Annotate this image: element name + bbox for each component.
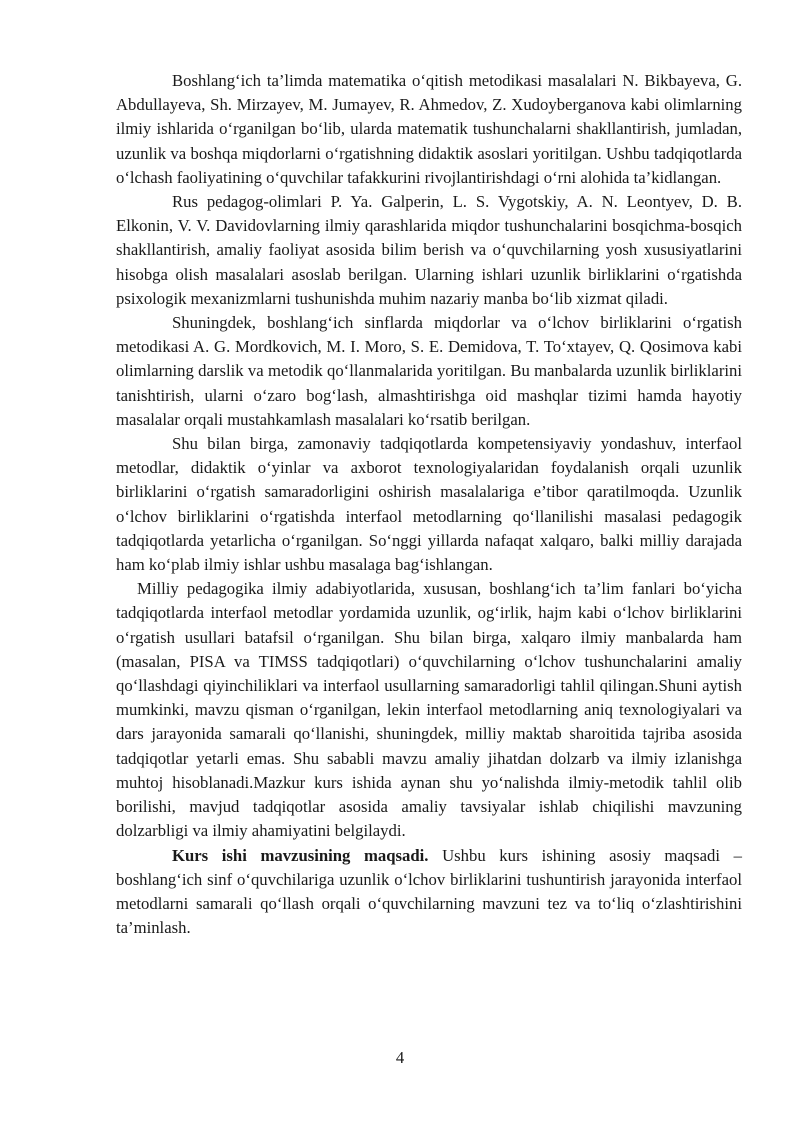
paragraph-modern-research: Shu bilan birga, zamonaviy tadqiqotlarda kompetensiyaviy yondashuv, interfaol metodlar, didaktik o‘yinlar va axborot texnologiyalaridan foydalanish orqali uzunlik birliklarini o‘rgatish samaradorligini oshirish masalalariga e’tibor qaratilmoqda. Uzunlik o‘lchov birliklarini o‘rgatishda interfaol metodlarning qo‘llanilishi masalasi pedagogik tadqiqotlarda yetarlicha o‘rganilgan. So‘nggi yillarda nafaqat xalqaro, balki milliy darajada ham ko‘plab ilmiy ishlar ushbu masalaga bag‘ishlangan. [116, 434, 742, 575]
paragraph-textbook-authors: Shuningdek, boshlang‘ich sinflarda miqdorlar va o‘lchov birliklarini o‘rgatish metodikasi A. G. Mordkovich, M. I. Moro, S. E. Demidova, T. To‘xtayev, Q. Qosimova kabi olimlarning darslik va metodik qo‘llanmalarida yoritilgan. Bu manbalarda uzunlik birliklarini tanishtirish, ularni o‘zaro bog‘lash, almashtirishga oid mashqlar tizimi hamda hayotiy masalalar orqali mustahkamlash masalalari ko‘rsatib berilgan. [116, 313, 742, 429]
purpose-text: Ushbu kurs ishining asosiy maqsadi – boshlang‘ich sinf o‘quvchilariga uzunlik o‘lchov birliklarini tushuntirish jarayonida interfaol metodlarni samarali qo‘llash orqali o‘quvchilarning mavzuni tez va to‘liq o‘zlashtirishini ta’minlash. [116, 845, 742, 938]
paragraph-methodology-scholars: Boshlang‘ich ta’limda matematika o‘qitish metodikasi masalalari N. Bikbayeva, G. Abdullayeva, Sh. Mirzayev, M. Jumayev, R. Ahmedov, Z. Xudoyberganova kabi olimlarning ilmiy ishlarida o‘rganilgan bo‘lib, ularda matematik tushunchalarni shakllantirish, jumladan, uzunlik va boshqa miqdorlarni o‘rgatishning didaktik asoslari yoritilgan. Ushbu tadqiqotlarda o‘lchash faoliyatining o‘quvchilar tafakkurini rivojlantirishdagi o‘rni alohida ta’kidlangan. [116, 71, 742, 187]
paragraph-national-pedagogy: Milliy pedagogika ilmiy adabiyotlarida, xususan, boshlang‘ich ta’lim fanlari bo‘yicha tadqiqotlarda interfaol metodlar yordamida uzunlik, og‘irlik, hajm kabi o‘lchov birliklarini o‘rgatish usullari batafsil o‘rganilgan. Shu bilan birga, xalqaro ilmiy manbalarda ham (masalan, PISA va TIMSS tadqiqotlari) o‘quvchilarning o‘lchov tushunchalarini amaliy qo‘llashdagi qiyinchiliklari va interfaol usullarning samaradorligi tahlil qilingan.Shuni aytish mumkinki, mavzu qisman o‘rganilgan, lekin interfaol metodlarning aniq texnologiyalari va dars jarayonida samarali qo‘llanishi, shuningdek, milliy maktab sharoitida tajriba asosida tadqiqotlar yetarli emas. Shu sababli mavzu amaliy jihatdan dolzarb va ilmiy izlanishga muhtoj hisoblanadi.Mazkur kurs ishida aynan shu yo‘nalishda ilmiy-metodik tahlil olib borilishi, mavjud tadqiqotlar asosida amaliy tavsiyalar ishlab chiqilishi mavzuning dolzarbligi va ilmiy ahamiyatini belgilaydi. [116, 579, 742, 841]
purpose-heading: Kurs ishi mavzusining maqsadi. [172, 845, 429, 865]
page-number: 4 [395, 1048, 405, 1067]
paragraph-course-purpose [116, 844, 742, 941]
paragraph-russian-scholars: Rus pedagog-olimlari P. Ya. Galperin, L. S. Vygotskiy, A. N. Leontyev, D. B. Elkonin, V. V. Davidovlarning ilmiy qarashlarida miqdor tushunchalarini bosqichma-bosqich shakllantirish, amaliy faoliyat asosida bilim berish va o‘quvchilarning yosh xususiyatlarini hisobga olish masalalari asoslab berilgan. Ularning ishlari uzunlik birliklarini o‘rgatishda psixologik mexanizmlarni tushunishda muhim nazariy manba bo‘lib xizmat qiladi. [116, 192, 742, 308]
document-page [116, 69, 742, 940]
